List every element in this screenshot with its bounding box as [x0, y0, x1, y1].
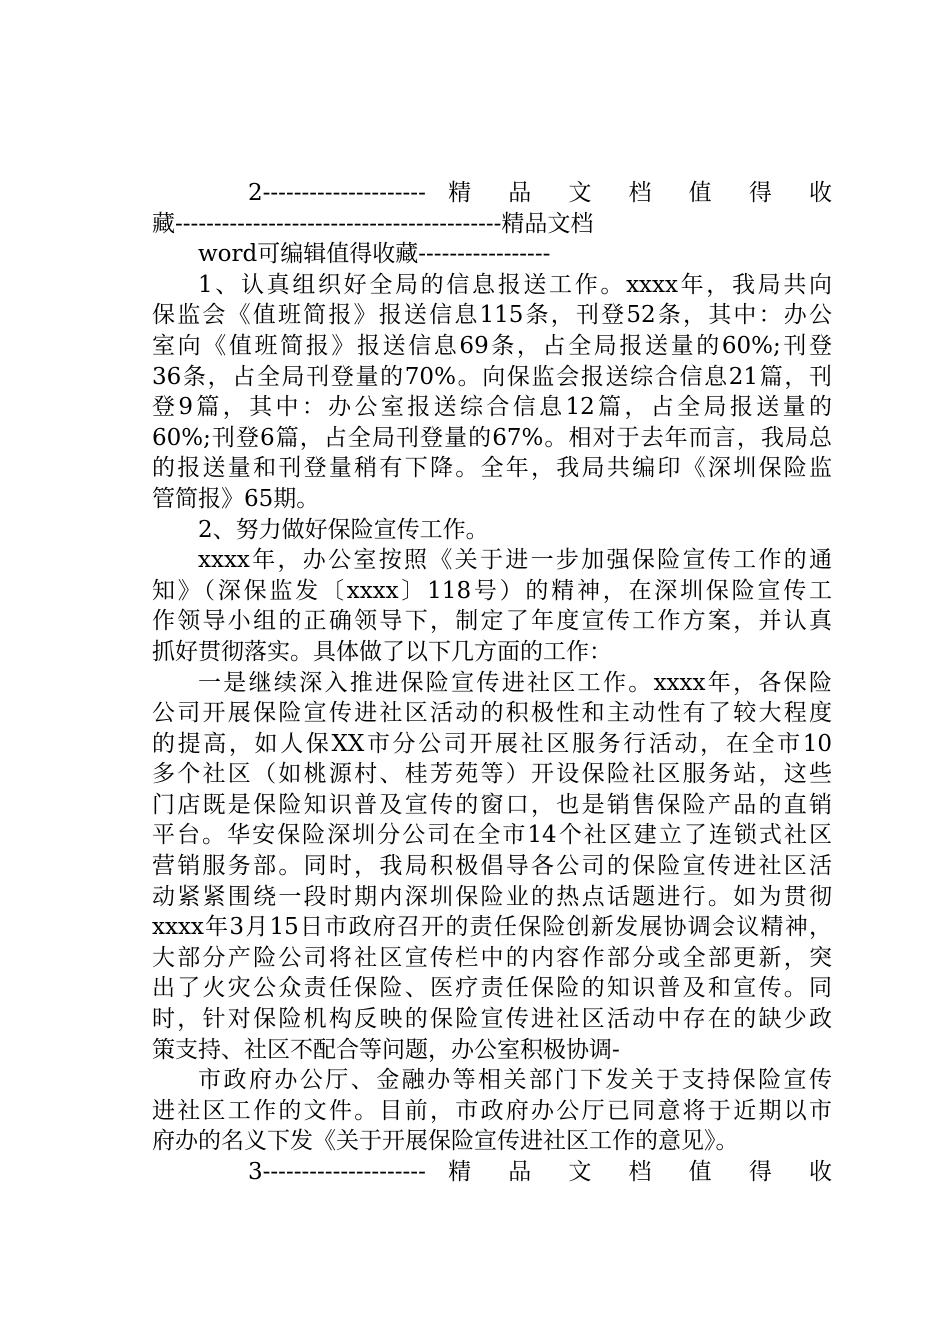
text-line: 36条，占全局刊登量的70%。向保监会报送综合信息21篇，刊: [152, 363, 832, 390]
text-line: 知》（深保监发〔xxxx〕118号）的精神，在深圳保险宣传工: [152, 577, 832, 604]
text-line: 藏------------------------------------------精品文档: [152, 210, 594, 237]
text-line: 进社区工作的文件。目前，市政府办公厅已同意将于近期以市: [152, 1097, 832, 1124]
text-line: 的提高，如人保XX市分公司开展社区服务行活动，在全市10: [152, 730, 832, 757]
text-line: 登9篇，其中：办公室报送综合信息12篇，占全局报送量的: [152, 394, 832, 421]
text-line: 的报送量和刊登量稍有下降。全年，我局共编印《深圳保险监: [152, 455, 832, 482]
text-line: 2--------------------- 精 品 文 档 值 得 收: [248, 180, 832, 206]
text-line: 门店既是保险知识普及宣传的窗口，也是销售保险产品的直销: [152, 791, 832, 818]
text-line: 2、努力做好保险宣传工作。: [198, 516, 489, 543]
text-line: 公司开展保险宣传进社区活动的积极性和主动性有了较大程度: [152, 700, 832, 727]
text-line: xxxx年，办公室按照《关于进一步加强保险宣传工作的通: [198, 547, 832, 574]
text-line: 大部分产险公司将社区宣传栏中的内容作部分或全部更新，突: [152, 944, 832, 971]
text-line: word可编辑值得收藏-----------------: [198, 241, 551, 268]
text-line: 时，针对保险机构反映的保险宣传进社区活动中存在的缺少政: [152, 1006, 832, 1033]
document-body: [152, 178, 832, 1188]
text-line: 平台。华安保险深圳分公司在全市14个社区建立了连锁式社区: [152, 822, 832, 849]
text-line: 策支持、社区不配合等问题，办公室积极协调-: [152, 1036, 620, 1063]
text-line: 市政府办公厅、金融办等相关部门下发关于支持保险宣传: [198, 1067, 832, 1094]
text-line: 多个社区（如桃源村、桂芳苑等）开设保险社区服务站，这些: [152, 761, 832, 788]
text-line: 抓好贯彻落实。具体做了以下几方面的工作：: [152, 638, 612, 665]
text-line: 1、认真组织好全局的信息报送工作。xxxx年，我局共向: [198, 271, 832, 298]
text-line: 出了火灾公众责任保险、医疗责任保险的知识普及和宣传。同: [152, 975, 832, 1002]
text-line: 动紧紧围绕一段时期内深圳保险业的热点话题进行。如为贯彻: [152, 883, 832, 910]
text-line: 60%;刊登6篇，占全局刊登量的67%。相对于去年而言，我局总: [152, 424, 832, 451]
text-line: 作领导小组的正确领导下，制定了年度宣传工作方案，并认真: [152, 608, 832, 635]
text-line: 3--------------------- 精 品 文 档 值 得 收: [248, 1159, 832, 1185]
text-line: 室向《值班简报》报送信息69条，占全局报送量的60%;刊登: [152, 332, 832, 359]
text-line: 营销服务部。同时，我局积极倡导各公司的保险宣传进社区活: [152, 853, 832, 880]
text-line: xxxx年3月15日市政府召开的责任保险创新发展协调会议精神，: [152, 914, 832, 941]
text-line: 一是继续深入推进保险宣传进社区工作。xxxx年，各保险: [198, 669, 832, 696]
text-line: 府办的名义下发《关于开展保险宣传进社区工作的意见》。: [152, 1128, 739, 1155]
text-line: 保监会《值班简报》报送信息115条，刊登52条，其中：办公: [152, 302, 832, 329]
text-line: 管简报》65期。: [152, 485, 320, 512]
